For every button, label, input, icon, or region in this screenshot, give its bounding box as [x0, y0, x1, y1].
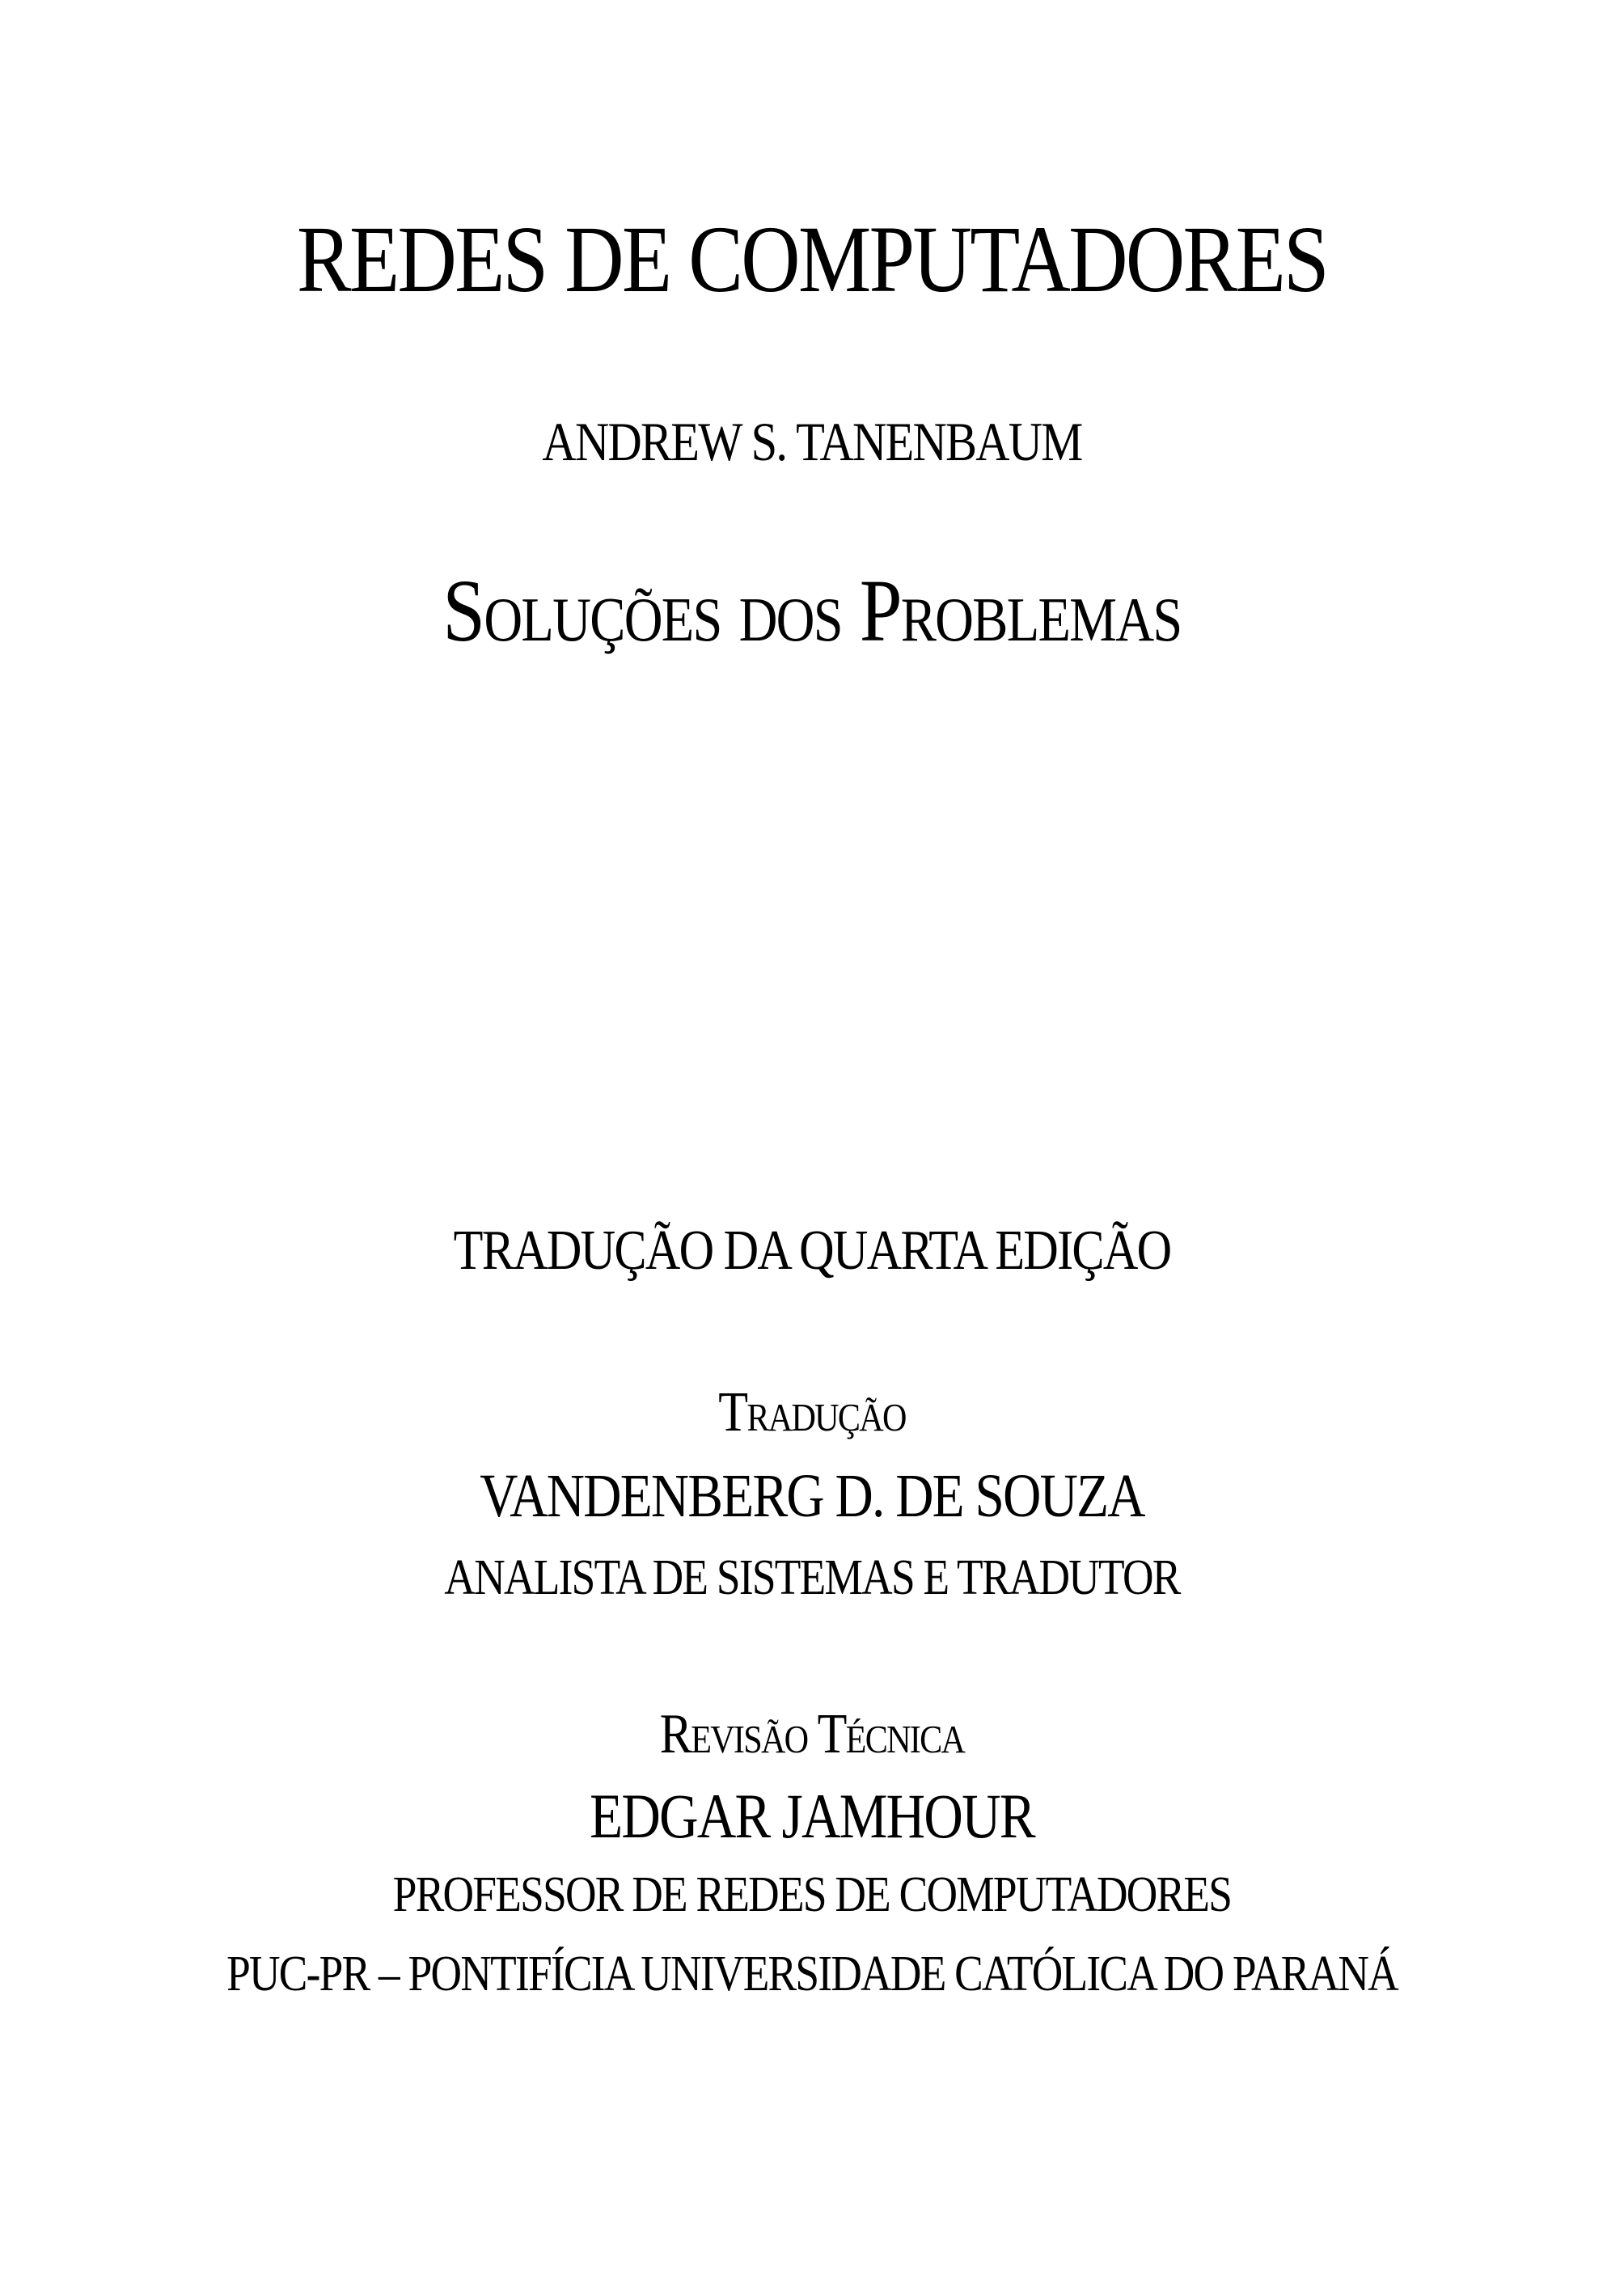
translation-label: Tradução	[718, 1381, 906, 1443]
translator-role: ANALISTA DE SISTEMAS E TRADUTOR	[444, 1550, 1180, 1605]
reviewer-role: PROFESSOR DE REDES DE COMPUTADORES	[392, 1867, 1232, 1922]
book-title: REDES DE COMPUTADORES	[297, 206, 1327, 312]
book-subtitle: Soluções dos Problemas	[442, 561, 1182, 660]
translator-name: VANDENBERG D. DE SOUZA	[480, 1462, 1144, 1530]
book-author: ANDREW S. TANENBAUM	[542, 411, 1082, 472]
reviewer-institution: PUC-PR – PONTIFÍCIA UNIVERSIDADE CATÓLICA DO PARANÁ	[226, 1947, 1398, 2001]
edition-note: TRADUÇÃO DA QUARTA EDIÇÃO	[453, 1219, 1171, 1282]
technical-review-label: Revisão Técnica	[659, 1703, 965, 1765]
reviewer-name: EDGAR JAMHOUR	[590, 1781, 1034, 1851]
